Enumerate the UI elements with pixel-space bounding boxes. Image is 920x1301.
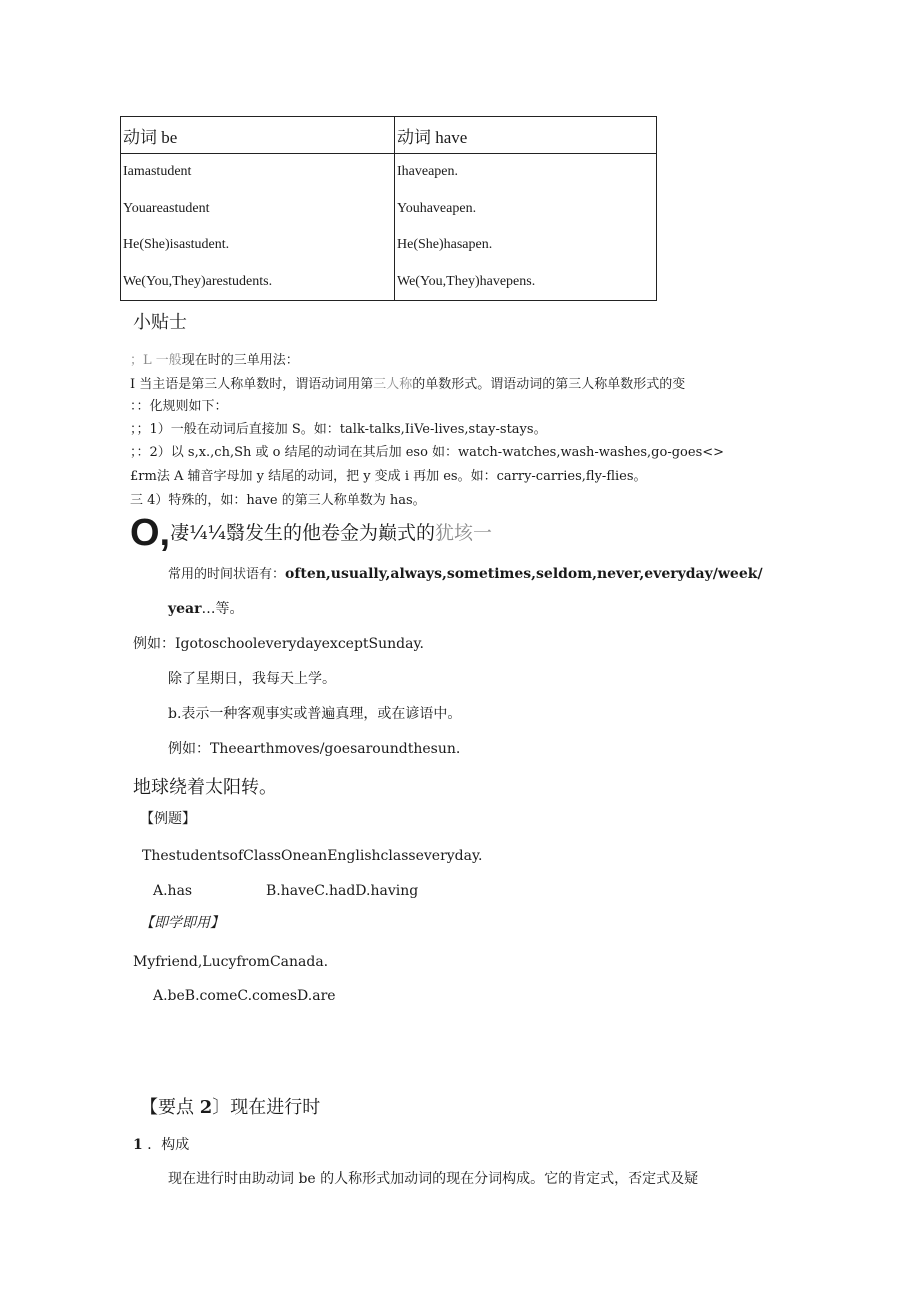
tips-line-4: ；；1）一般在动词后直接加 S。如：talk-talks,IiVe-lives,stay-stays。 [130, 422, 547, 437]
be-row: We(You,They)arestudents. [123, 273, 273, 289]
practice-options: A.beB.comeC.comesD.are [153, 988, 336, 1004]
tips-line-2 [130, 373, 685, 392]
have-row: Youhaveapen. [397, 200, 477, 216]
usage-heading-letter: O, [130, 512, 171, 554]
be-row: Youareastudent [123, 200, 210, 216]
exercise-question: ThestudentsofClassOneanEnglishclasseveryday. [142, 848, 483, 864]
tips-line-2-c: 的单数形式。谓语动词的第三人称单数形式的变 [412, 377, 686, 392]
have-examples-cell [395, 154, 657, 301]
header-be: 动词 be [121, 117, 395, 154]
time-adverbs-line-1 [168, 563, 763, 582]
time-adverbs-label: 常用的时间状语有： [168, 567, 286, 582]
tips-line-6: £rm法 A 辅音字母加 y 结尾的动词，把 y 变成 i 再加 es。如：carry-carries,fly-flies。 [130, 469, 647, 484]
subsection-title: ．构成 [147, 1137, 190, 1153]
point-b: b.表示一种客观事实或普遍真理，或在谚语中。 [168, 706, 462, 722]
practice-question: Myfriend,LucyfromCanada. [133, 954, 329, 970]
tips-line-2-a: I 当主语是第三人称单数时，谓语动词用第 [130, 377, 374, 392]
tips-line-2-b: 三人称 [373, 377, 413, 392]
have-row: We(You,They)havepens. [397, 273, 536, 289]
have-row: He(She)hasapen. [397, 237, 493, 252]
tips-line-5: ；：2）以 s,x.,ch,Sh 或 o 结尾的动词在其后加 eso 如：watch-watches,wash-washes,go-goes<> [130, 445, 725, 460]
example-2-english: 例如：Theearthmoves/goesaroundthesun. [168, 741, 461, 757]
tips-line-3: ：：化规则如下： [130, 399, 228, 414]
time-adverbs-line-2 [168, 598, 244, 618]
be-examples-cell [121, 154, 395, 301]
section-2-number: 2 [199, 1097, 213, 1118]
tips-line-1-prefix: ；L 一般 [130, 353, 182, 368]
subsection-heading [133, 1134, 189, 1154]
section-2-heading [140, 1093, 320, 1119]
usage-heading-text: 凄¼¼翳发生的他卷金为巅式的 [170, 522, 435, 544]
exercise-label: 【例题】 [140, 811, 196, 827]
have-row: Ihaveapen. [397, 164, 459, 179]
be-have-table [120, 116, 657, 301]
tips-line-1-rest: 现在时的三单用法： [181, 353, 299, 368]
exercise-options-rest: B.haveC.hadD.having [266, 883, 419, 899]
section-2-bracket-close: 〕 [212, 1097, 231, 1118]
practice-label: 【即学即用】 [140, 915, 224, 931]
example-2-chinese: 地球绕着太阳转。 [133, 777, 277, 798]
header-have: 动词 have [395, 117, 657, 154]
time-adverbs-words: often,usually,always,sometimes,seldom,never,everyday∕week∕ [285, 566, 763, 582]
be-row: He(She)isastudent. [123, 237, 230, 252]
tips-title: 小贴士 [133, 312, 187, 333]
exercise-option-a: A.has [153, 883, 193, 899]
example-1-english: 例如：IgotoschooleverydayexceptSunday. [133, 636, 424, 652]
tips-line-1 [130, 349, 299, 368]
subsection-number: 1 [133, 1137, 143, 1153]
example-1-chinese: 除了星期日，我每天上学。 [168, 671, 336, 687]
tips-line-7: 三 4）特殊的，如：have 的第三人称单数为 has。 [130, 493, 426, 508]
time-adverbs-tail: …等。 [201, 601, 244, 617]
be-row: Iamastudent [123, 164, 192, 179]
time-adverbs-year: year [168, 601, 202, 617]
section-2-bracket-open: 【要点 [140, 1097, 200, 1118]
section-2-title: 现在进行时 [230, 1097, 321, 1118]
usage-heading [130, 512, 492, 555]
body-paragraph: 现在进行时由助动词 be 的人称形式加动词的现在分词构成。它的肯定式，否定式及疑 [168, 1171, 699, 1187]
usage-heading-tail: 犹垓一 [434, 522, 492, 544]
